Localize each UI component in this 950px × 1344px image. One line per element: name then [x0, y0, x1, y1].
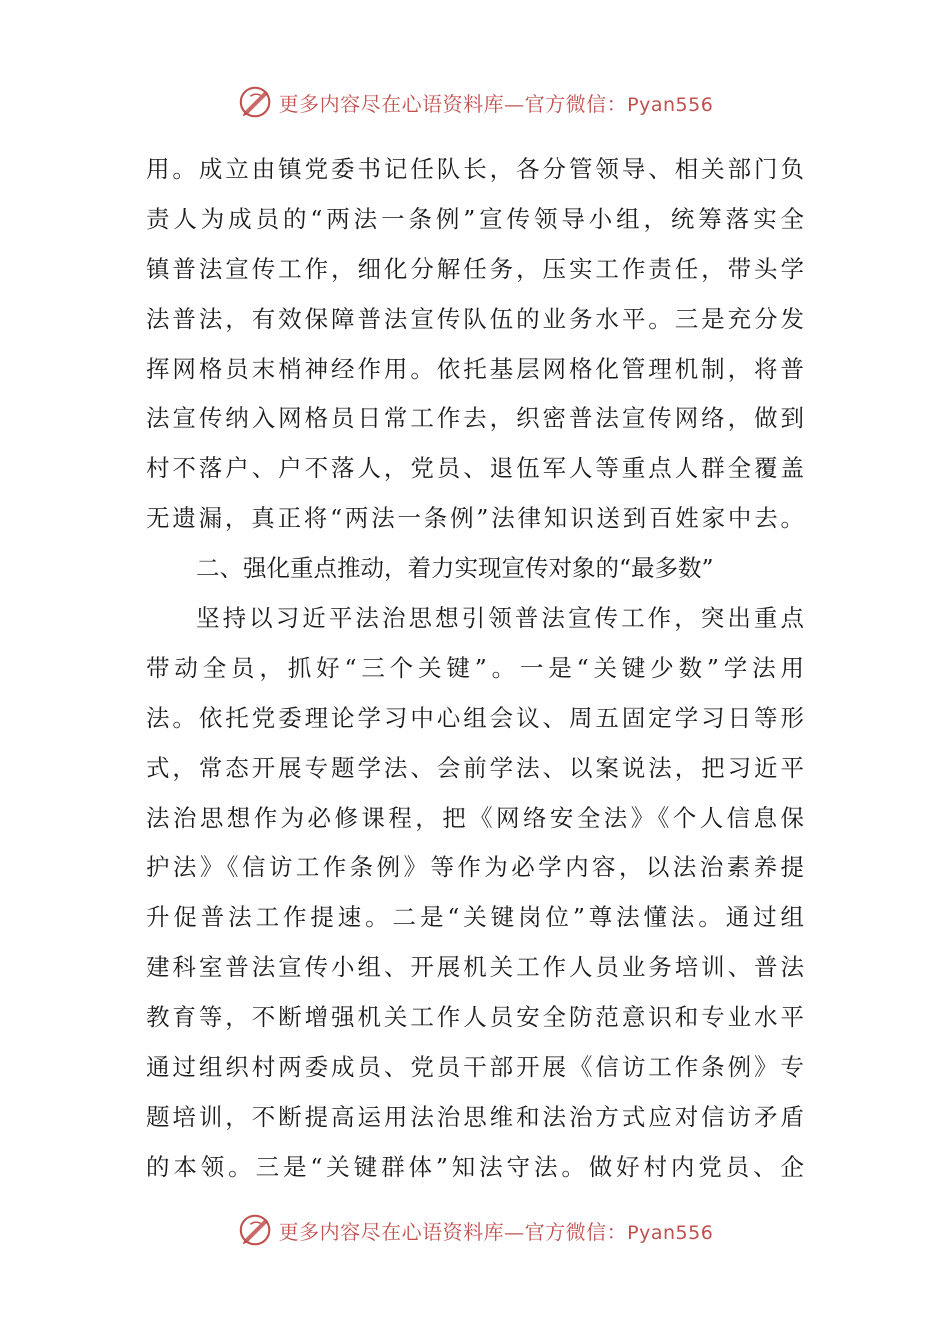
- text-line: 建科室普法宣传小组、开展机关工作人员业务培训、普法: [146, 953, 804, 982]
- text-line: 的本领。三是“关键群体”知法守法。做好村内党员、企: [146, 1152, 804, 1181]
- text-line: 挥网格员末梢神经作用。依托基层网格化管理机制，将普: [146, 354, 804, 383]
- text-line: 法宣传纳入网格员日常工作去，织密普法宣传网络，做到: [146, 404, 804, 433]
- text-line: 升促普法工作提速。二是“关键岗位”尊法懂法。通过组: [146, 903, 804, 932]
- text-line: 法治思想作为必修课程，把《网络安全法》《个人信息保: [146, 803, 804, 832]
- text-line: 法。依托党委理论学习中心组会议、周五固定学习日等形: [146, 703, 804, 732]
- pen-logo-icon: [237, 1211, 275, 1249]
- text-line: 无遗漏，真正将“两法一条例”法律知识送到百姓家中去。: [146, 504, 804, 533]
- section-heading: 二、强化重点推动，着力实现宣传对象的“最多数”: [196, 554, 714, 583]
- text-line: 式，常态开展专题学法、会前学法、以案说法，把习近平: [146, 753, 804, 782]
- header-banner-text: 更多内容尽在心语资料库—官方微信：Pyan556: [278, 91, 714, 116]
- footer-banner-text: 更多内容尽在心语资料库—官方微信：Pyan556: [278, 1219, 714, 1244]
- pen-logo-icon: [237, 83, 275, 121]
- header-banner: [0, 82, 950, 122]
- footer-wechat-handle: Pyan556: [627, 1221, 714, 1244]
- text-line: 镇普法宣传工作，细化分解任务，压实工作责任，带头学: [146, 254, 804, 283]
- text-line: 责人为成员的“两法一条例”宣传领导小组，统筹落实全: [146, 204, 804, 233]
- text-line: 教育等，不断增强机关工作人员安全防范意识和专业水平: [146, 1003, 804, 1032]
- text-line: 题培训，不断提高运用法治思维和法治方式应对信访矛盾: [146, 1102, 804, 1131]
- text-line: 通过组织村两委成员、党员干部开展《信访工作条例》专: [146, 1053, 804, 1082]
- text-line: 带动全员，抓好“三个关键”。一是“关键少数”学法用: [146, 653, 804, 682]
- paragraph-first-line: 坚持以习近平法治思想引领普法宣传工作，突出重点: [196, 604, 804, 633]
- text-line: 村不落户、户不落人，党员、退伍军人等重点人群全覆盖: [146, 454, 804, 483]
- text-line: 护法》《信访工作条例》等作为必学内容，以法治素养提: [146, 853, 804, 882]
- text-line: 法普法，有效保障普法宣传队伍的业务水平。三是充分发: [146, 304, 804, 333]
- text-line: 用。成立由镇党委书记任队长，各分管领导、相关部门负: [146, 155, 804, 183]
- document-body: [146, 145, 804, 1193]
- header-wechat-handle: Pyan556: [627, 93, 714, 116]
- footer-banner: [0, 1210, 950, 1250]
